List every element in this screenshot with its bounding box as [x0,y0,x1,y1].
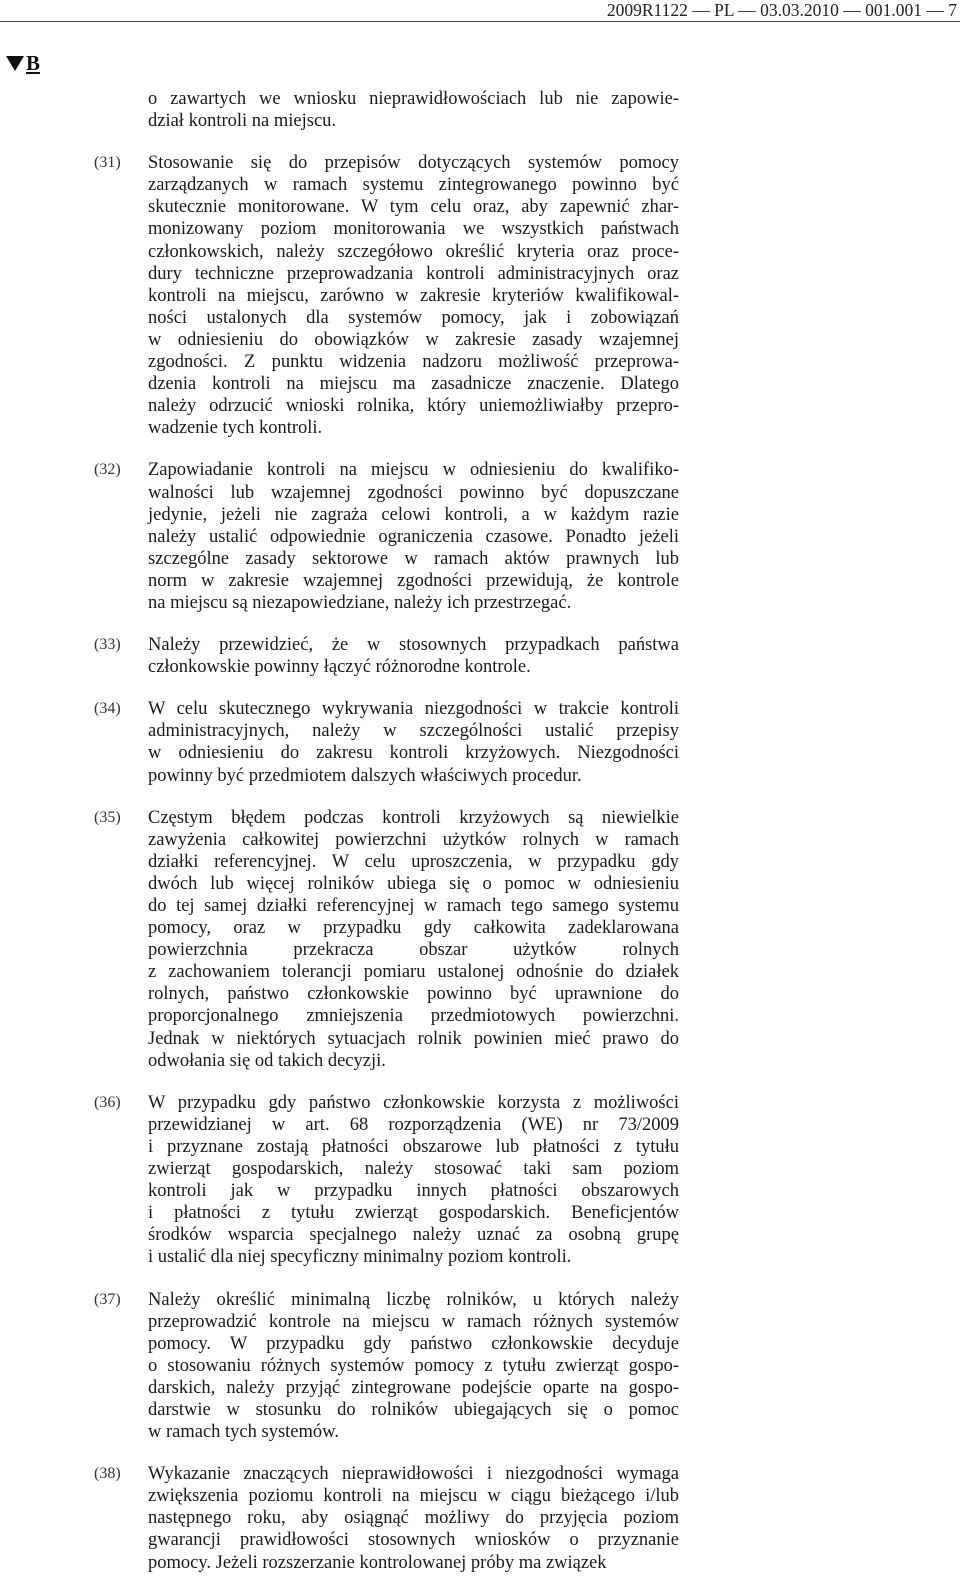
document-body [0,88,960,1594]
recital-text [148,1092,679,1269]
recital-number: (33) [94,636,121,654]
recital-text [148,88,679,132]
text-line: zarządzanych w ramach systemu zintegrowanego powinno być [148,175,679,196]
recital-text [148,152,679,439]
recital-paragraph [0,1289,960,1444]
recital-text [148,807,679,1072]
text-line: dzenia kontroli na miejscu ma zasadnicze znaczenie. Dlatego [148,374,679,395]
text-line: członkowskich, należy szczegółowo określić kryteria oraz proce- [148,241,679,262]
text-line: dział kontroli na miejscu. [148,111,337,132]
text-line: zawyżenia całkowitej powierzchni użytków rolnych w ramach [148,829,679,850]
text-line: Jednak w niektórych sytuacjach rolnik powinien mieć prawo do [148,1028,679,1049]
text-line: Wykazanie znaczących nieprawidłowości i niezgodności wymaga [148,1464,679,1485]
amendment-marker-label: B [26,51,41,75]
recital-text [148,1463,679,1573]
text-line: szczególne zasady sektorowe w ramach aktów prawnych lub [148,548,679,569]
text-line: rolnych, państwo członkowskie powinno być uprawnione do [148,984,679,1005]
recital-number: (34) [94,700,121,718]
text-line: norm w zakresie wzajemnej zgodności przewidują, że kontrole [148,570,679,591]
text-line: w odniesieniu do zakresu kontroli krzyżowych. Niezgodności [148,743,679,764]
text-line: W celu skutecznego wykrywania niezgodności w trakcie kontroli [148,699,679,720]
text-line: odwołania się od takich decyzji. [148,1050,386,1071]
text-line: o zawartych we wniosku nieprawidłowościach lub nie zapowie- [148,89,679,109]
recital-paragraph [0,807,960,1072]
text-line: przeprowadzić kontrole na miejscu w ramach różnych systemów [148,1311,679,1332]
text-line: zwierząt gospodarskich, należy stosować taki sam poziom [148,1159,679,1180]
recital-text [148,698,679,786]
amendment-marker [6,48,40,78]
header-rule [0,21,960,22]
text-line: Należy określić minimalną liczbę rolników, u których należy [148,1289,679,1310]
text-line: pomocy. Jeżeli rozszerzanie kontrolowanej próby ma związek [148,1552,607,1573]
text-line: W przypadku gdy państwo członkowskie korzysta z możliwości [148,1092,679,1113]
recital-paragraph [0,698,960,786]
text-line: zgodności. Z punktu widzenia nadzoru możliwość przeprowa- [148,352,679,373]
text-line: i ustalić dla niej specyficzny minimalny poziom kontroli. [148,1247,572,1268]
text-line: przewidzianej w art. 68 rozporządzenia (WE) nr 73/2009 [148,1114,679,1135]
text-line: i płatności z tytułu zwierząt gospodarskich. Beneficjentów [148,1203,679,1224]
text-line: wadzenie tych kontroli. [148,418,323,439]
text-line: pomocy, oraz w przypadku gdy całkowita zadeklarowana [148,918,679,939]
text-line: gwarancji prawidłowości stosownych wniosków o przyznanie [148,1530,679,1551]
text-line: w ramach tych systemów. [148,1422,339,1443]
text-line: proporcjonalnego zmniejszenia przedmiotowych powierzchni. [148,1006,679,1027]
text-line: darstwie w stosunku do rolników ubiegających się o pomoc [148,1399,679,1420]
recital-number: (36) [94,1093,121,1111]
recital-text [148,1289,679,1444]
text-line: do tej samej działki referencyjnej w ramach tego samego systemu [148,896,679,916]
page-header [0,0,960,21]
text-line: następnego roku, aby osiągnąć możliwy do przyjęcia poziom [148,1508,679,1529]
text-line: kontroli na miejscu, zarówno w zakresie kryteriów kwalifikowal- [148,285,679,306]
text-line: w odniesieniu do obowiązków w zakresie zasady wzajemnej [148,329,679,350]
text-line: o stosowaniu różnych systemów pomocy z tytułu zwierząt gospo- [148,1355,679,1376]
text-line: zwiększenia poziomu kontroli na miejscu w ciągu bieżącego i/lub [148,1486,679,1507]
text-line: z zachowaniem tolerancji pomiaru ustalonej odnośnie do działek [148,962,679,983]
text-line: monizowany poziom monitorowania we wszystkich państwach [148,219,679,240]
recital-number: (37) [94,1290,121,1308]
text-line: ności ustalonych dla systemów pomocy, jak i zobowiązań [148,307,679,328]
text-line: Częstym błędem podczas kontroli krzyżowych są niewielkie [148,807,679,828]
text-line: dury techniczne przeprowadzania kontroli administracyjnych oraz [148,263,679,284]
recital-paragraph [0,88,960,132]
text-line: administracyjnych, należy w szczególności ustalić przepisy [148,721,679,742]
text-line: na miejscu są niezapowiedziane, należy ich przestrzegać. [148,592,572,613]
recital-number: (35) [94,808,121,826]
recital-paragraph [0,152,960,439]
text-line: darskich, należy przyjąć zintegrowane podejście oparte na gospo- [148,1377,679,1398]
recital-paragraph [0,634,960,678]
recital-text [148,634,679,678]
text-line: Zapowiadanie kontroli na miejscu w odniesieniu do kwalifiko- [148,460,679,481]
text-line: należy odrzucić wnioski rolnika, który uniemożliwiałby przepro- [148,396,679,417]
text-line: Należy przewidzieć, że w stosownych przypadkach państwa [148,635,679,656]
recital-text [148,459,679,614]
recital-number: (38) [94,1465,121,1483]
text-line: środków wsparcia specjalnego należy uznać za osobną grupę [148,1225,679,1246]
recital-paragraph [0,1463,960,1573]
text-line: członkowskie powinny łączyć różnorodne kontrole. [148,657,531,678]
text-line: pomocy. W przypadku gdy państwo członkowskie decyduje [148,1333,679,1354]
text-line: należy ustalić odpowiednie ograniczenia czasowe. Ponadto jeżeli [148,526,679,547]
text-line: Stosowanie się do przepisów dotyczących systemów pomocy [148,153,679,174]
text-line: skutecznie monitorowane. W tym celu oraz, aby zapewnić zhar- [148,197,679,218]
text-line: i przyznane zostają płatności obszarowe lub płatności z tytułu [148,1136,679,1157]
text-line: dwóch lub więcej rolników ubiega się o pomoc w odniesieniu [148,873,679,894]
text-line: powierzchnia przekracza obszar użytków rolnych [148,940,679,961]
document-reference: 2009R1122 — PL — 03.03.2010 — 001.001 — 7 [606,0,957,20]
text-line: walności lub wzajemnej zgodności powinno być dopuszczane [148,482,679,503]
text-line: kontroli jak w przypadku innych płatności obszarowych [148,1181,679,1202]
recital-number: (32) [94,461,121,479]
text-line: jedynie, jeżeli nie zagraża celowi kontroli, a w każdym razie [148,504,679,525]
recital-paragraph [0,1092,960,1269]
text-line: działki referencyjnej. W celu uproszczenia, w przypadku gdy [148,851,679,872]
triangle-down-icon [6,56,24,71]
recital-paragraph [0,459,960,614]
recital-number: (31) [94,154,121,172]
text-line: powinny być przedmiotem dalszych właściwych procedur. [148,765,582,786]
